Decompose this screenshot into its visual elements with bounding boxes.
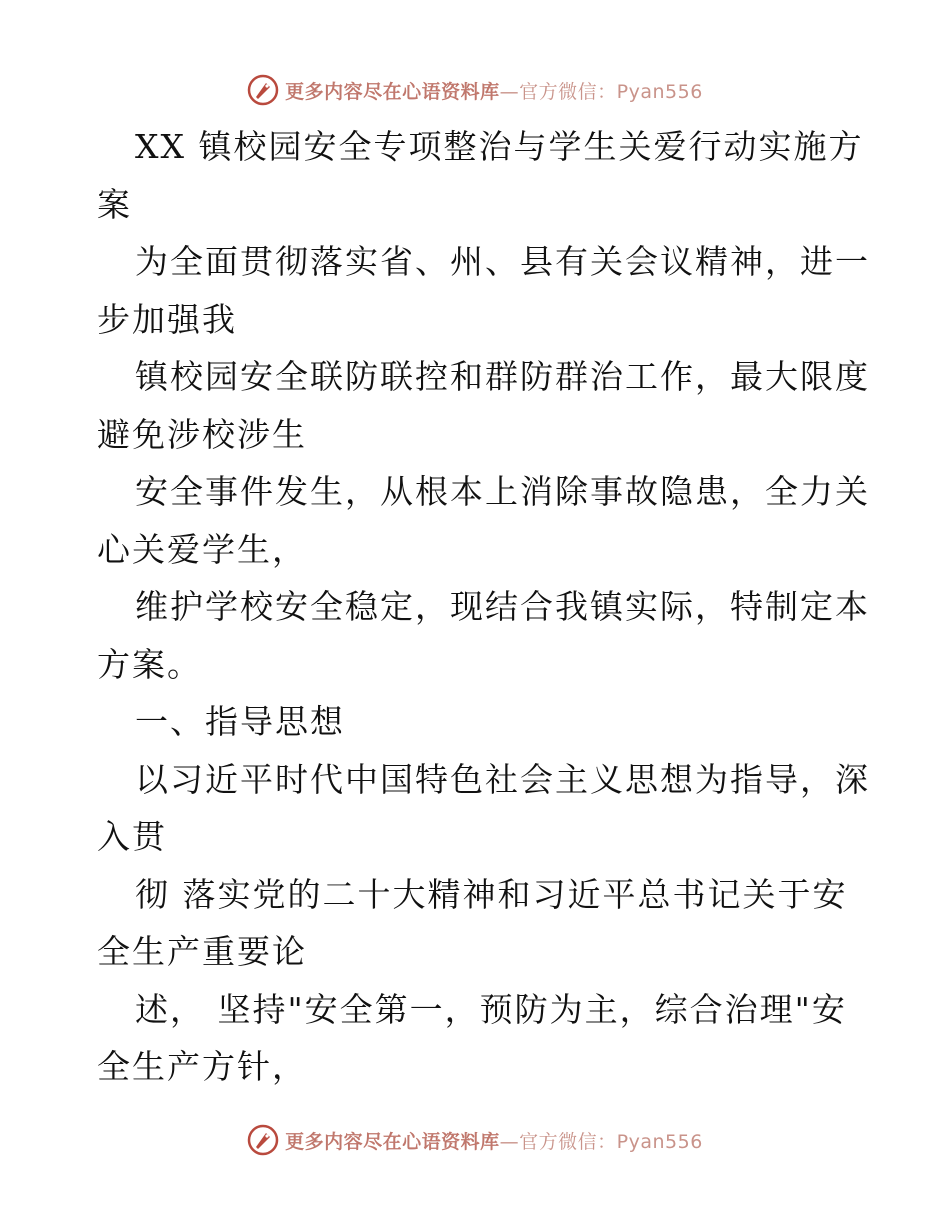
footer-watermark-text	[285, 1127, 703, 1154]
doc-line-7: 安全事件发生，从根本上消除事故隐患，全力关	[135, 472, 870, 511]
doc-line-12: 以习近平时代中国特色社会主义思想为指导，深	[135, 759, 870, 799]
pen-nib-logo-icon	[247, 1124, 279, 1156]
header-contact-text: —官方微信：Pyan556	[499, 80, 703, 103]
doc-line-3: 为全面贯彻落实省、州、县有关会议精神，进一	[135, 242, 870, 281]
header-watermark	[0, 70, 950, 110]
footer-site-text: 更多内容尽在心语资料库	[285, 1130, 500, 1153]
section-heading: 一、指导思想	[135, 702, 345, 741]
document-body	[97, 118, 870, 1096]
doc-line-title-1: XX 镇校园安全专项整治与学生关爱行动实施方	[135, 127, 864, 166]
header-site-text: 更多内容尽在心语资料库	[285, 80, 500, 103]
doc-line-16: 述， 坚持"安全第一，预防为主，综合治理"安	[135, 989, 847, 1029]
doc-line-10: 方案。	[97, 644, 202, 684]
header-watermark-text	[285, 77, 703, 104]
doc-line-9: 维护学校安全稳定，现结合我镇实际，特制定本	[135, 587, 870, 626]
doc-line-17: 全生产方针，	[97, 1047, 307, 1086]
footer-watermark	[0, 1120, 950, 1160]
doc-line-4: 步加强我	[97, 299, 237, 339]
doc-line-13: 入贯	[97, 817, 167, 856]
doc-line-5: 镇校园安全联防联控和群防群治工作，最大限度	[135, 357, 870, 396]
doc-line-14: 彻 落实党的二十大精神和习近平总书记关于安	[135, 874, 848, 914]
footer-contact-text: —官方微信：Pyan556	[499, 1130, 703, 1153]
doc-line-6: 避免涉校涉生	[97, 414, 307, 454]
doc-line-8: 心关爱学生，	[97, 529, 307, 569]
pen-nib-logo-icon	[247, 74, 279, 106]
doc-line-title-2: 案	[97, 184, 132, 224]
doc-line-15: 全生产重要论	[97, 932, 307, 971]
